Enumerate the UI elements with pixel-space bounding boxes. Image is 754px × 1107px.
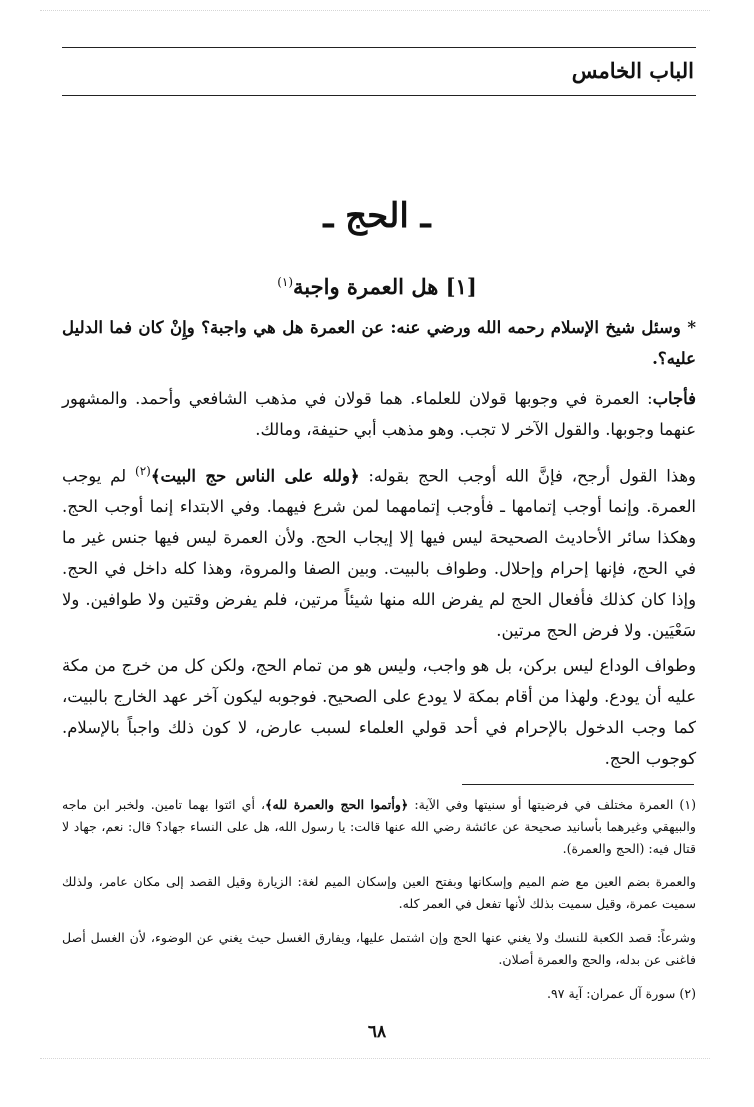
header-bottom-rule	[62, 95, 696, 96]
running-header-title: الباب الخامس	[571, 58, 694, 83]
answer-paragraph-2-rest: لم يوجب العمرة. وإنما أوجب إتمامها ـ فأوجب إتمامهما لمن شرع فيهما. وفي الابتداء إنما أوجب الحج. وهكذا سائر الأحاديث الصحيحة ليس فيها إلا إيجاب الحج. ولأن العمرة ليس فيها جنس غير ما في الحج، فإنها إحرام وإحلال. وطواف بالبيت. وبين الصفا والمروة، وهذا كله داخل في الحج. وإذا كان كذلك فأفعال الحج لم يفرض الله منها شيئاً مرتين، فلم يفرض وقتين ولا طوافين. ولا سَعْيَين. ولا فرض الحج مرتين.	[62, 466, 696, 641]
page-number: ٦٨	[367, 1022, 387, 1042]
quran-quote: ﴿ولله على الناس حج البيت﴾	[150, 466, 360, 486]
footnote-quran-quote: ﴿وأتموا الحج والعمرة لله﴾	[265, 797, 409, 812]
chapter-title: ـ الحج ـ	[323, 196, 431, 236]
scan-dotted-line	[40, 10, 710, 11]
answer-paragraph-2	[62, 456, 696, 646]
answer-paragraph-3: وطواف الوداع ليس بركن، بل هو واجب، وليس هو من تمام الحج، ولكن كل من خرج من مكة عليه أن يودع. ولهذا من أقام بمكة لا يودع على الصحيح. فوجوبه ليكون آخر عهد الخارج بالبيت، كما وجب الدخول بالإحرام في أحد قولي العلماء لسبب عارض، لا كون ذلك واجباً بالإسلام. كوجوب الحج.	[62, 656, 696, 768]
footnote-1a-end: ، أي ائتوا بهما تامين. ولخبر ابن ماجه والبيهقي وغيرهما بأسانيد صحيحة عن عائشة رضي الله عنها قالت: يا رسول الله، هل على النساء جهاد؟ قال: نعم، جهاد لا قتال فيه: (الحج والعمرة).	[62, 797, 696, 856]
answer-paragraph-1-text: : العمرة في وجوبها قولان للعلماء. هما قولان في مذهب الشافعي وأحمد. والمشهور عنهما وجوبها. والقول الآخر لا تجب. وهو مذهب أبي حنيفة، ومالك.	[62, 389, 696, 439]
footnote-ref-1: (١)	[277, 275, 294, 289]
section-heading-text: [١] هل العمرة واجبة	[293, 274, 477, 299]
answer-paragraph-1	[62, 383, 696, 445]
footnote-1a	[62, 794, 696, 860]
footnote-2: (٢) سورة آل عمران: آية ٩٧.	[546, 986, 696, 1001]
section-heading	[0, 274, 754, 299]
footnote-ref-2: (٢)	[135, 464, 151, 478]
question-paragraph: * وسئل شيخ الإسلام رحمه الله ورضي عنه: عن العمرة هل هي واجبة؟ وإِنْ كان فما الدليل عليه؟.	[62, 317, 696, 368]
footnote-1b: والعمرة بضم العين مع ضم الميم وإسكانها وبفتح العين وإسكان الميم لغة: الزيارة وقيل القصد إلى مكان عامر، ولذلك سميت عمرة، وقيل سميت بذلك لأنها تفعل في العمر كله.	[62, 874, 696, 911]
answer-lead-word: فأجاب	[652, 389, 696, 408]
footnote-separator	[462, 784, 694, 785]
header-top-rule	[62, 47, 696, 48]
scan-dotted-line-bottom	[40, 1058, 710, 1059]
footnote-1a-start: (١) العمرة مختلف في فرضيتها أو سنيتها وفي الآية:	[408, 797, 696, 812]
footnote-1c: وشرعاً: قصد الكعبة للنسك ولا يغني عنها الحج وإن اشتمل عليها، ويفارق الغسل حيث يغني عن الوضوء، لأن الغسل أصل فاغنى عن بدله، والحج والعمرة أصلان.	[62, 930, 696, 967]
answer-paragraph-2-start: وهذا القول أرجح، فإنَّ الله أوجب الحج بقوله:	[359, 466, 696, 486]
